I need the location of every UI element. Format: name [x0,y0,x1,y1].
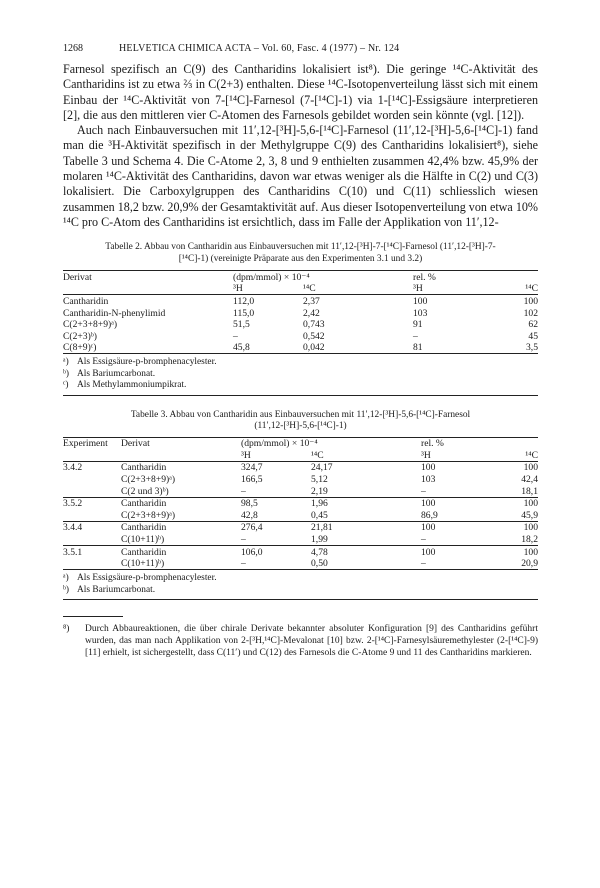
footnote-text: Als Bariumcarbonat. [77,368,156,379]
paragraph-2: Auch nach Einbauversuchen mit 11′,12-[³H]-5,6-[¹⁴C]-Farnesol (11′,12-[³H]-5,6-[¹⁴C]-1) fand man die ³H-Aktivität spezifisch in der Methylgruppe C(9) des Cantharidins lokalisiert⁸), siehe Tabelle 3 und Schema 4. Die C-Atome 2, 3, 8 und 9 enthielten zusammen 42,4% bzw. 45,9% der molaren ¹⁴C-Aktivität des Cantharidins, davon war etwas weniger als die Hälfte in C(2) und C(3) lokalisiert. Die Carboxylgruppen des Cantharidins C(10) und C(11) schliesslich wiesen zusammen 18,2 bzw. 20,9% der Gesamtaktivität auf. Aus dieser Isotopenverteilung von etwa 10% ¹⁴C pro C-Atom des Cantharidins ist ersichtlich, dass im Falle der Applikation von 11′,12- [63,123,538,229]
page-footnote-block [63,616,538,659]
table-footnote [63,357,538,368]
table-cell: 106,0 [241,545,311,557]
table-row [63,295,538,307]
table-cell: 100 [421,497,476,509]
table-cell: 276,4 [241,521,311,533]
footnote-marker: ᵇ) [63,368,70,379]
column-header: ¹⁴C [468,283,538,295]
footnote-marker: ᵇ) [63,584,70,595]
table-cell [63,558,121,570]
table-row [63,521,538,533]
table-cell: 2,19 [311,485,328,497]
footnote-marker: ᵃ) [63,573,69,584]
table-cell: 62 [528,319,538,331]
table-cell: 100 [476,497,538,509]
caption-line: Tabelle 3. Abbau von Cantharidin aus Einbauversuchen mit 11′,12-[³H]-5,6-[¹⁴C]-Farnesol [130,409,471,420]
table-cell [63,485,121,497]
table-cell: 324,7 [241,462,263,474]
footnote-text: Als Methylammoniumpikrat. [77,380,187,391]
table-cell [63,533,121,545]
table-cell: 100 [413,296,428,308]
table-cell: 103 [421,474,436,486]
table-cell: – [413,330,418,342]
table-cell: 3,5 [468,342,538,354]
table-row [63,342,538,354]
table-3-block [63,410,538,600]
table-cell: 0,042 [303,342,413,354]
footnote-text: Als Essigsäure-p-bromphenacylester. [77,357,217,368]
table-cell: 1,96 [311,497,421,509]
table-cell: 1,99 [311,533,328,545]
table-cell: 100 [523,462,538,474]
table-cell: 0,45 [311,509,328,521]
caption-line: [¹⁴C]-1) (vereinigte Präparate aus den Experimenten 3.1 und 3.2) [178,253,423,264]
footnote-text: Als Bariumcarbonat. [77,584,156,595]
table-cell: C(10+11)ᵇ) [121,558,241,570]
footnote-marker: ᶜ) [63,380,69,391]
page [63,40,538,659]
column-header: rel. % [413,271,538,283]
table-cell: 4,78 [311,545,421,557]
table-cell: C(2+3+8+9)ᵃ) [63,319,118,331]
running-title: HELVETICA CHIMICA ACTA – Vol. 60, Fasc. 4 (1977) – Nr. 124 [119,42,400,54]
table-cell: Cantharidin-N-phenylimid [63,307,166,319]
table-cell: C(2+3)ᵇ) [63,330,97,342]
table-cell: C(2 und 3)ᵇ) [121,485,169,497]
table-cell: 45,9 [521,509,538,521]
table-cell: C(8+9)ᶜ) [63,342,233,354]
table-cell: 45 [528,330,538,342]
table-cell: Cantharidin [63,296,109,308]
table-cell: 18,1 [521,485,538,497]
table-cell: 100 [476,521,538,533]
table-cell: 81 [413,342,468,354]
table-2-block [63,242,538,395]
table-cell: 0,542 [303,330,325,342]
table-cell: – [241,558,311,570]
footnote-marker: ⁸) [63,623,70,634]
table-footnote [63,369,538,380]
caption-line: (11′,12-[³H]-5,6-[¹⁴C]-1) [254,421,347,432]
table-cell: 0,50 [311,558,421,570]
column-header: (dpm/mmol) × 10⁻⁴ [241,437,421,449]
table-row [63,461,538,473]
table-row [63,330,538,342]
table-3-caption [63,410,538,433]
table-cell: 100 [523,296,538,308]
table-cell: 102 [523,307,538,319]
table-row [63,533,538,545]
table-cell [63,509,121,521]
table-cell: 3.5.1 [63,545,121,557]
paragraph-1: Farnesol spezifisch an C(9) des Cantharidins lokalisiert ist⁸). Die geringe ¹⁴C-Aktivität des Cantharidins ist zu etwa ⅔ in C(2+3) enthalten. Diese ¹⁴C-Isotopenverteilung lässt sich mit einem Einbau der ¹⁴C-Aktivität von 7-[¹⁴C]-Farnesol (7-[¹⁴C]-1) via 1-[¹⁴C]-Essigsäure interpretieren [2], die aus den mittleren vier C-Atomen des Farnesols gebildet worden sein könnte (vgl. [12]). [63,62,538,122]
column-header: ¹⁴C [476,449,538,461]
table-cell: 42,4 [521,474,538,486]
table-3 [63,437,538,571]
column-header: Experiment [63,437,121,449]
table-cell: 100 [421,462,436,474]
table-cell: 3.5.2 [63,497,121,509]
table-cell: 2,42 [303,307,320,319]
footnote-marker: ᵃ) [63,357,69,368]
column-header: (dpm/mmol) × 10⁻⁴ [233,271,413,283]
table-footnote [63,585,538,596]
caption-line: Tabelle 2. Abbau von Cantharidin aus Einbauversuchen mit 11′,12-[³H]-7-[¹⁴C]-Farnesol (11′,12-[³H]-7- [105,242,496,253]
column-header: ³H [421,449,476,461]
table-footnote [63,380,538,391]
column-header: Derivat [121,437,241,449]
running-header [63,40,538,56]
footnote-text: Als Essigsäure-p-bromphenacylester. [77,573,217,584]
table-cell: 20,9 [476,558,538,570]
table-cell: 2,37 [303,296,320,308]
table-cell: – [421,558,476,570]
table-cell: – [421,533,426,545]
column-header: ³H [413,283,468,295]
table-cell: Cantharidin [121,462,167,474]
page-footnote [63,623,538,659]
table-row [63,545,538,557]
column-header: ³H [233,283,303,295]
footnote-text: Durch Abbaureaktionen, die über chirale Derivate bekannter absoluter Konfiguration [9] des Cantharidins geführt wurden, das man nach Applikation von 2-[³H,¹⁴C]-Mevalonat [10] bzw. 2-[¹⁴C]-Farnesylsäuremethylester (2-[¹⁴C]-9) [11] erhielt, ist sichergestellt, dass C(11′) und C(12) des Farnesols die C-Atome 9 und 11 des Cantharidins markieren. [85,623,538,658]
table-row [63,485,538,497]
column-header: rel. % [421,437,538,449]
table-cell: 45,8 [233,342,303,354]
table-cell [63,473,121,485]
table-cell: 3.4.2 [63,462,83,474]
table-row [63,473,538,485]
table-2-caption [63,242,538,265]
table-2 [63,270,538,354]
table-footnote [63,573,538,584]
table-cell: 24,17 [311,462,333,474]
table-cell: 98,5 [241,497,311,509]
table-cell: 5,12 [311,474,328,486]
table-cell: C(2+3+8+9)ᵃ) [121,509,176,521]
footnote-divider [63,616,123,617]
table-cell: 86,9 [421,509,438,521]
table-cell: 51,5 [233,319,250,331]
table-row [63,307,538,319]
table-cell: 103 [413,307,428,319]
table-cell: Cantharidin [121,497,241,509]
column-header: ¹⁴C [303,283,413,295]
table-cell: 115,0 [233,307,255,319]
table-cell: 0,743 [303,319,325,331]
table-row [63,558,538,570]
table-cell: 91 [413,319,423,331]
column-header: ¹⁴C [311,449,421,461]
table-row [63,497,538,509]
table-cell: Cantharidin [121,521,241,533]
table-cell: 18,2 [521,533,538,545]
column-header: Derivat [63,271,233,283]
table-cell: 21,81 [311,521,421,533]
table-cell: 100 [421,521,476,533]
column-header: ³H [241,449,311,461]
body-text [63,62,538,230]
divider [63,599,538,600]
table-cell: 112,0 [233,296,255,308]
table-cell: Cantharidin [121,545,241,557]
table-cell: C(10+11)ᵇ) [121,533,165,545]
table-row [63,509,538,521]
table-cell: – [241,485,246,497]
table-cell: 3.4.4 [63,521,121,533]
table-cell: – [421,485,426,497]
table-2-footnotes [63,357,538,391]
table-2-body [63,295,538,354]
divider [63,395,538,396]
table-3-footnotes [63,573,538,596]
table-cell: 166,5 [241,474,263,486]
table-cell: – [233,330,238,342]
table-cell: 100 [476,545,538,557]
table-cell: 42,8 [241,509,258,521]
table-3-body [63,461,538,569]
table-row [63,319,538,331]
table-cell: C(2+3+8+9)ᵃ) [121,474,176,486]
page-number: 1268 [63,42,83,54]
table-cell: 100 [421,545,476,557]
table-cell: – [241,533,246,545]
